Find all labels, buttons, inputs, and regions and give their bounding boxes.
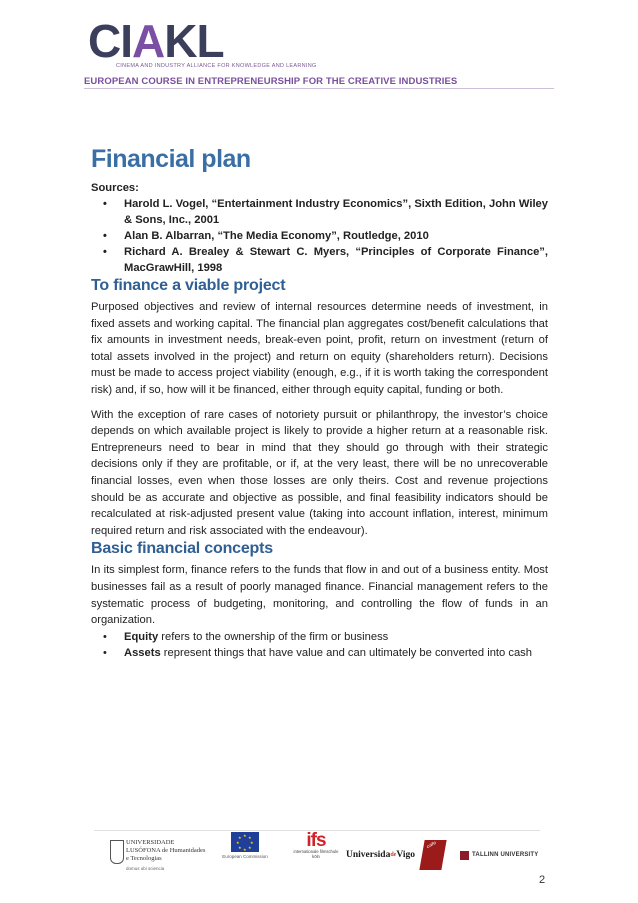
viable-paragraph: With the exception of rare cases of notoriety pursuit or philanthropy, the investor’s choice depends on which available project is likely to provide a higher return at a reasonable risk. Entrepreneurs need to bear in mind that they should go through with their strategic decisions only if they are profitable, or if, at the very least, there will be no unrecoverable financial losses, even when those losses are only theirs. Cost and revenue projections should be as accurate and objective as possible, and final feasibility indicators should be recalculated at risk-adjusted present value (taking into account inflation, interest, minimum required return and risk associated with the endeavour). [91, 408, 548, 537]
header-divider [84, 88, 554, 89]
eu-flag-icon: ★ ★ ★ ★ ★ ★ ★ ★ [231, 832, 259, 852]
sources-list [91, 196, 548, 276]
document-body [91, 144, 548, 662]
ciakl-logo [88, 15, 338, 74]
course-subtitle: EUROPEAN COURSE IN ENTREPRENEURSHIP FOR THE CREATIVE INDUSTRIES [84, 76, 458, 87]
viable-paragraph: Purposed objectives and review of internal resources determine needs of investment, in fixed assets and working capital. The financial plan aggregates cost/benefit calculations that fix amounts in investment needs, break-even point, profit, return on investment (return of total assets involved in the project) and return on equity (shareholders return). Decisions must be made to access project viability (enough, e.g., if it is worth taking the correspondent risk) and, if so, how will it be financed, either through equity capital, funding or both. [91, 301, 548, 396]
source-item: • Harold L. Vogel, “Entertainment Industry Economics”, Sixth Edition, John Wiley & Sons, Inc., 2001 [91, 196, 548, 228]
ciakl-wordmark: CIAKL [88, 15, 224, 67]
concept-definition: refers to the ownership of the firm or business [158, 630, 389, 643]
source-item: • Richard A. Brealey & Stewart C. Myers, “Principles of Corporate Finance”, MacGrawHill, 1998 [91, 244, 548, 276]
concept-definition: represent things that have value and can ultimately be converted into cash [160, 647, 532, 660]
seal-logo [422, 832, 446, 878]
lusofona-name: UNIVERSIDADE LUSÓFONA de Humanidades e Tecnologias [126, 839, 206, 862]
ifs-logo [292, 832, 340, 878]
concept-item [91, 645, 548, 662]
lusofona-logo [110, 832, 206, 878]
page-title: Financial plan [91, 145, 251, 173]
partner-logos [100, 832, 550, 878]
ifs-mark: ifs [306, 830, 326, 851]
ifs-subtitle: internationale filmschule köln [293, 849, 339, 859]
page-number: 2 [539, 874, 546, 886]
concept-term: Assets [124, 647, 161, 660]
concepts-list [91, 629, 548, 662]
eu-label: European Commission [222, 854, 268, 859]
crest-icon [110, 840, 124, 864]
tallinn-mark-icon [460, 851, 469, 860]
concepts-paragraph: In its simplest form, finance refers to the funds that flow in and out of a business entity. Most businesses fail as a result of poorly managed finance. Financial management refers to the systematic process of budgeting, monitoring, and controlling the flow of funds in an organization. [91, 564, 548, 627]
source-item: • Alan B. Albarran, “The Media Economy”, Routledge, 2010 [91, 228, 548, 244]
tallinn-label: TALLINN UNIVERSITY [472, 852, 539, 858]
european-commission-logo [222, 832, 268, 878]
concept-term: Equity [124, 630, 159, 643]
tallinn-university-logo [460, 832, 550, 878]
section-heading-financial-concepts: Basic financial concepts [91, 540, 273, 558]
ciakl-tagline: CINEMA AND INDUSTRY ALLIANCE FOR KNOWLEDGE AND LEARNING [116, 63, 317, 69]
universidade-vigo-logo: Universida de Vigo [346, 850, 415, 860]
sources-label: Sources: [91, 182, 139, 194]
section-heading-viable-project: To finance a viable project [91, 277, 286, 294]
lusofona-motto: domus ubi sciencia [126, 866, 165, 871]
seal-icon: cafe [419, 840, 446, 870]
concept-item [91, 629, 548, 646]
